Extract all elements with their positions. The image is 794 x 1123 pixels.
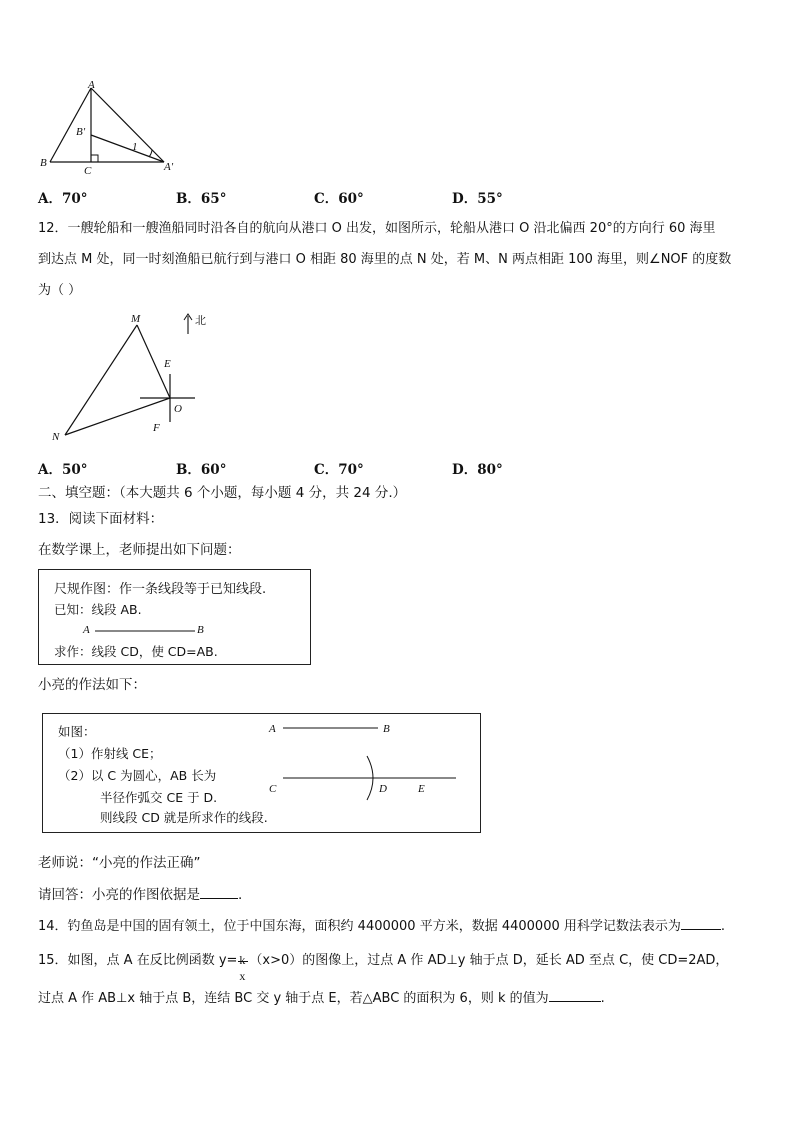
q15-line1 <box>38 946 729 983</box>
label-E: E <box>164 358 171 370</box>
q15-end: . <box>600 991 605 1006</box>
teacher-remark: 老师说：“小亮的作法正确” <box>38 855 201 871</box>
label-A: A <box>88 80 95 91</box>
q14-answer-blank[interactable] <box>681 915 721 930</box>
compass-figure-q12 <box>40 310 230 445</box>
q13-intro: 在数学课上，老师提出如下问题： <box>38 542 241 558</box>
box2-line1: 如图： <box>58 724 96 739</box>
triangle-figure-q11 <box>36 80 186 175</box>
label-angle-1: 1 <box>132 141 138 153</box>
box2-line3: （2）以 C 为圆心，AB 长为 <box>58 768 217 783</box>
q15-frac-numerator: k <box>239 952 246 967</box>
label-A-prime: A′ <box>164 161 174 173</box>
q11-option-d[interactable]: D．55° <box>452 191 503 207</box>
box2-label-D: D <box>379 783 387 795</box>
box2-label-C: C <box>269 783 277 795</box>
section-heading-fill-in: 二、填空题：（本大题共 6 个小题，每小题 4 分，共 24 分.） <box>38 485 407 501</box>
box2-line2: （1）作射线 CE； <box>58 746 162 761</box>
problem-box <box>38 569 311 665</box>
label-north: 北 <box>195 314 206 327</box>
q12-line1: 12．一艘轮船和一艘渔船同时沿各自的航向从港口 O 出发，如图所示，轮船从港口 O 沿北偏西 20°的方向行 60 海里 <box>38 221 716 236</box>
label-M: M <box>131 313 141 325</box>
q13-answer-end: . <box>238 887 243 903</box>
q11-option-b[interactable]: B．65° <box>176 191 227 207</box>
box2-line5: 则线段 CD 就是所求作的线段. <box>100 810 268 825</box>
box2-construction-figure <box>263 718 463 808</box>
box1-known: 已知：线段 AB. <box>54 602 142 617</box>
xiaoliang-method-intro: 小亮的作法如下： <box>38 677 146 693</box>
q11-option-c[interactable]: C．60° <box>314 191 364 207</box>
box2-label-A: A <box>269 723 276 735</box>
q15-answer-blank[interactable] <box>549 987 601 1002</box>
box1-label-A: A <box>83 624 90 636</box>
box1-segment-AB <box>95 628 197 634</box>
label-B-prime: B′ <box>76 126 86 138</box>
box1-ask: 求作：线段 CD，使 CD=AB. <box>54 644 218 659</box>
label-B: B <box>40 157 47 169</box>
q14-line <box>38 915 725 937</box>
box1-label-B: B <box>197 624 204 636</box>
q14-end: . <box>720 919 726 934</box>
q15-fraction <box>237 947 249 983</box>
q12-option-c[interactable]: C．70° <box>314 462 364 478</box>
q12-line2: 到达点 M 处，同一时刻渔船已航行到与港口 O 相距 80 海里的点 N 处，若 M、N 两点相距 100 海里，则∠NOF 的度数 <box>38 252 732 267</box>
label-C: C <box>84 165 92 175</box>
q13-title: 13．阅读下面材料： <box>38 511 164 527</box>
label-F: F <box>153 422 160 434</box>
q13-answer-line <box>38 884 242 905</box>
q14-text: 14．钓鱼岛是中国的固有领土，位于中国东海，面积约 4400000 平方米，数据 4400000 用科学记数法表示为 <box>38 919 681 934</box>
box2-line4: 半径作弧交 CE 于 D. <box>100 790 218 805</box>
box1-heading: 尺规作图：作一条线段等于已知线段. <box>54 582 267 597</box>
q12-option-a[interactable]: A．50° <box>38 462 88 478</box>
label-N: N <box>52 431 60 443</box>
box2-label-B: B <box>383 723 390 735</box>
q11-option-a[interactable]: A．70° <box>38 191 88 207</box>
q12-option-b[interactable]: B．60° <box>176 462 227 478</box>
label-O: O <box>174 403 182 415</box>
q12-option-d[interactable]: D．80° <box>452 462 503 478</box>
q15-frac-denominator: x <box>239 968 246 983</box>
q13-answer-prompt: 请回答：小亮的作图依据是 <box>38 887 200 903</box>
method-box <box>42 713 481 833</box>
q15-part2: （x>0）的图像上，过点 A 作 AD⊥y 轴于点 D，延长 AD 至点 C，使 CD=2AD， <box>249 953 729 968</box>
q12-line3: 为（ ） <box>38 283 82 298</box>
q15-part1: 15．如图，点 A 在反比例函数 y= <box>38 953 238 968</box>
q15-line2 <box>38 987 605 1009</box>
box2-label-E: E <box>418 783 425 795</box>
q13-answer-blank[interactable] <box>200 884 238 899</box>
q15-line2-text: 过点 A 作 AB⊥x 轴于点 B，连结 BC 交 y 轴于点 E，若△ABC 的面积为 6，则 k 的值为 <box>38 991 549 1006</box>
